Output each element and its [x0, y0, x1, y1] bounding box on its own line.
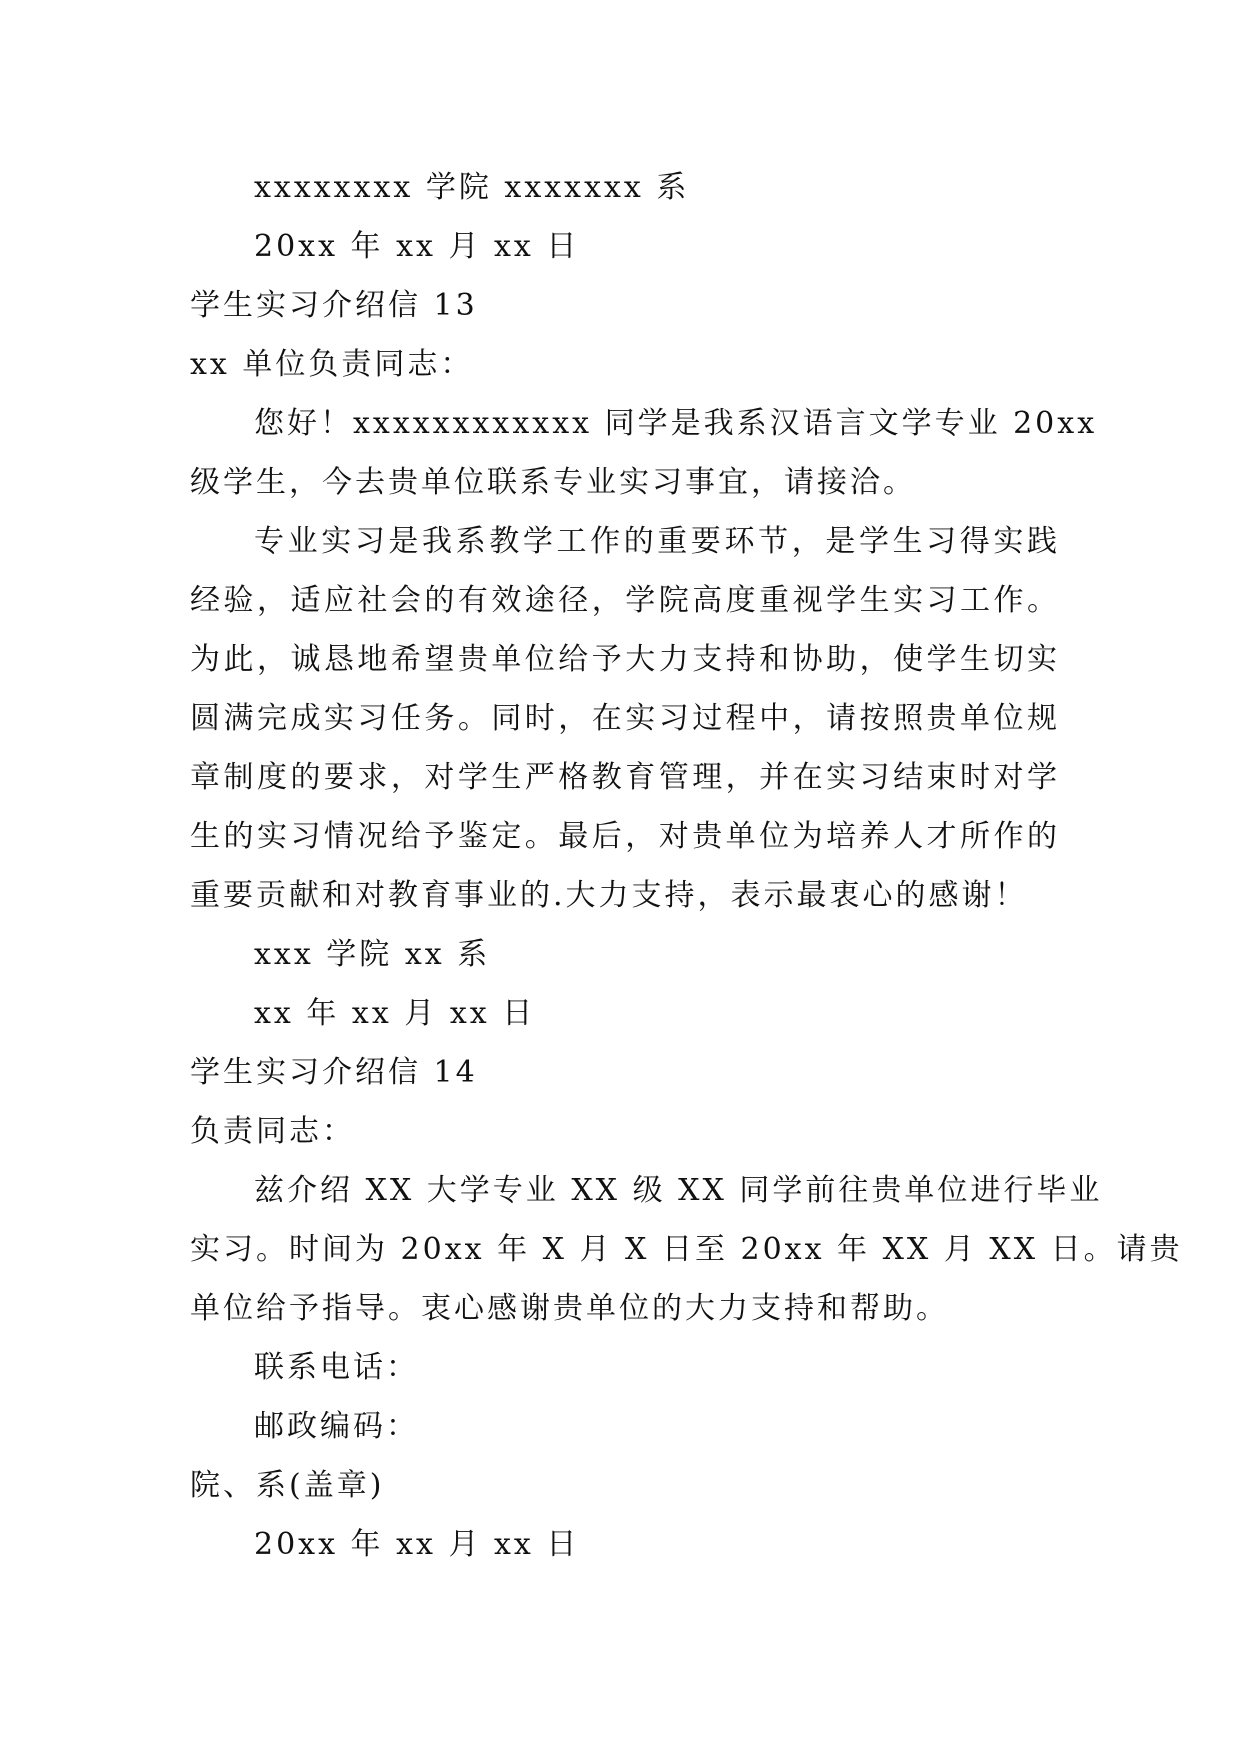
letter-heading: 学生实习介绍信 13 — [190, 288, 478, 323]
postcode-label: 邮政编码： — [254, 1409, 419, 1444]
salutation: 负责同志： — [190, 1114, 355, 1149]
paragraph-line: 专业实习是我系教学工作的重要环节，是学生习得实践 — [254, 524, 1060, 559]
paragraph-line: 章制度的要求，对学生严格教育管理，并在实习结束时对学 — [190, 760, 1060, 795]
salutation: xx 单位负责同志： — [190, 347, 474, 382]
closing-date: xx 年 xx 月 xx 日 — [254, 996, 536, 1031]
paragraph-line: 兹介绍 XX 大学专业 XX 级 XX 同学前往贵单位进行毕业 — [254, 1173, 1103, 1208]
paragraph-line: 经验，适应社会的有效途径，学院高度重视学生实习工作。 — [190, 583, 1060, 618]
closing-department: xxxxxxxx 学院 xxxxxxx 系 — [254, 170, 690, 205]
paragraph-line: 重要贡献和对教育事业的.大力支持，表示最衷心的感谢！ — [190, 878, 1028, 913]
paragraph-line: 单位给予指导。衷心感谢贵单位的大力支持和帮助。 — [190, 1291, 949, 1326]
paragraph-line: 您好！xxxxxxxxxxxx 同学是我系汉语言文学专业 20xx — [254, 406, 1098, 441]
paragraph-line: 生的实习情况给予鉴定。最后，对贵单位为培养人才所作的 — [190, 819, 1060, 854]
closing-date: 20xx 年 xx 月 xx 日 — [254, 1527, 580, 1562]
seal-label: 院、系(盖章) — [190, 1468, 385, 1503]
letter-heading: 学生实习介绍信 14 — [190, 1055, 478, 1090]
paragraph-line: 实习。时间为 20xx 年 X 月 X 日至 20xx 年 XX 月 XX 日。请贵 — [190, 1232, 1183, 1267]
paragraph-line: 级学生，今去贵单位联系专业实习事宜，请接洽。 — [190, 465, 916, 500]
closing-department: xxx 学院 xx 系 — [254, 937, 491, 972]
phone-label: 联系电话： — [254, 1350, 419, 1385]
paragraph-line: 圆满完成实习任务。同时，在实习过程中，请按照贵单位规 — [190, 701, 1060, 736]
closing-date: 20xx 年 xx 月 xx 日 — [254, 229, 580, 264]
paragraph-line: 为此，诚恳地希望贵单位给予大力支持和协助，使学生切实 — [190, 642, 1060, 677]
letter-text — [190, 158, 1183, 1574]
